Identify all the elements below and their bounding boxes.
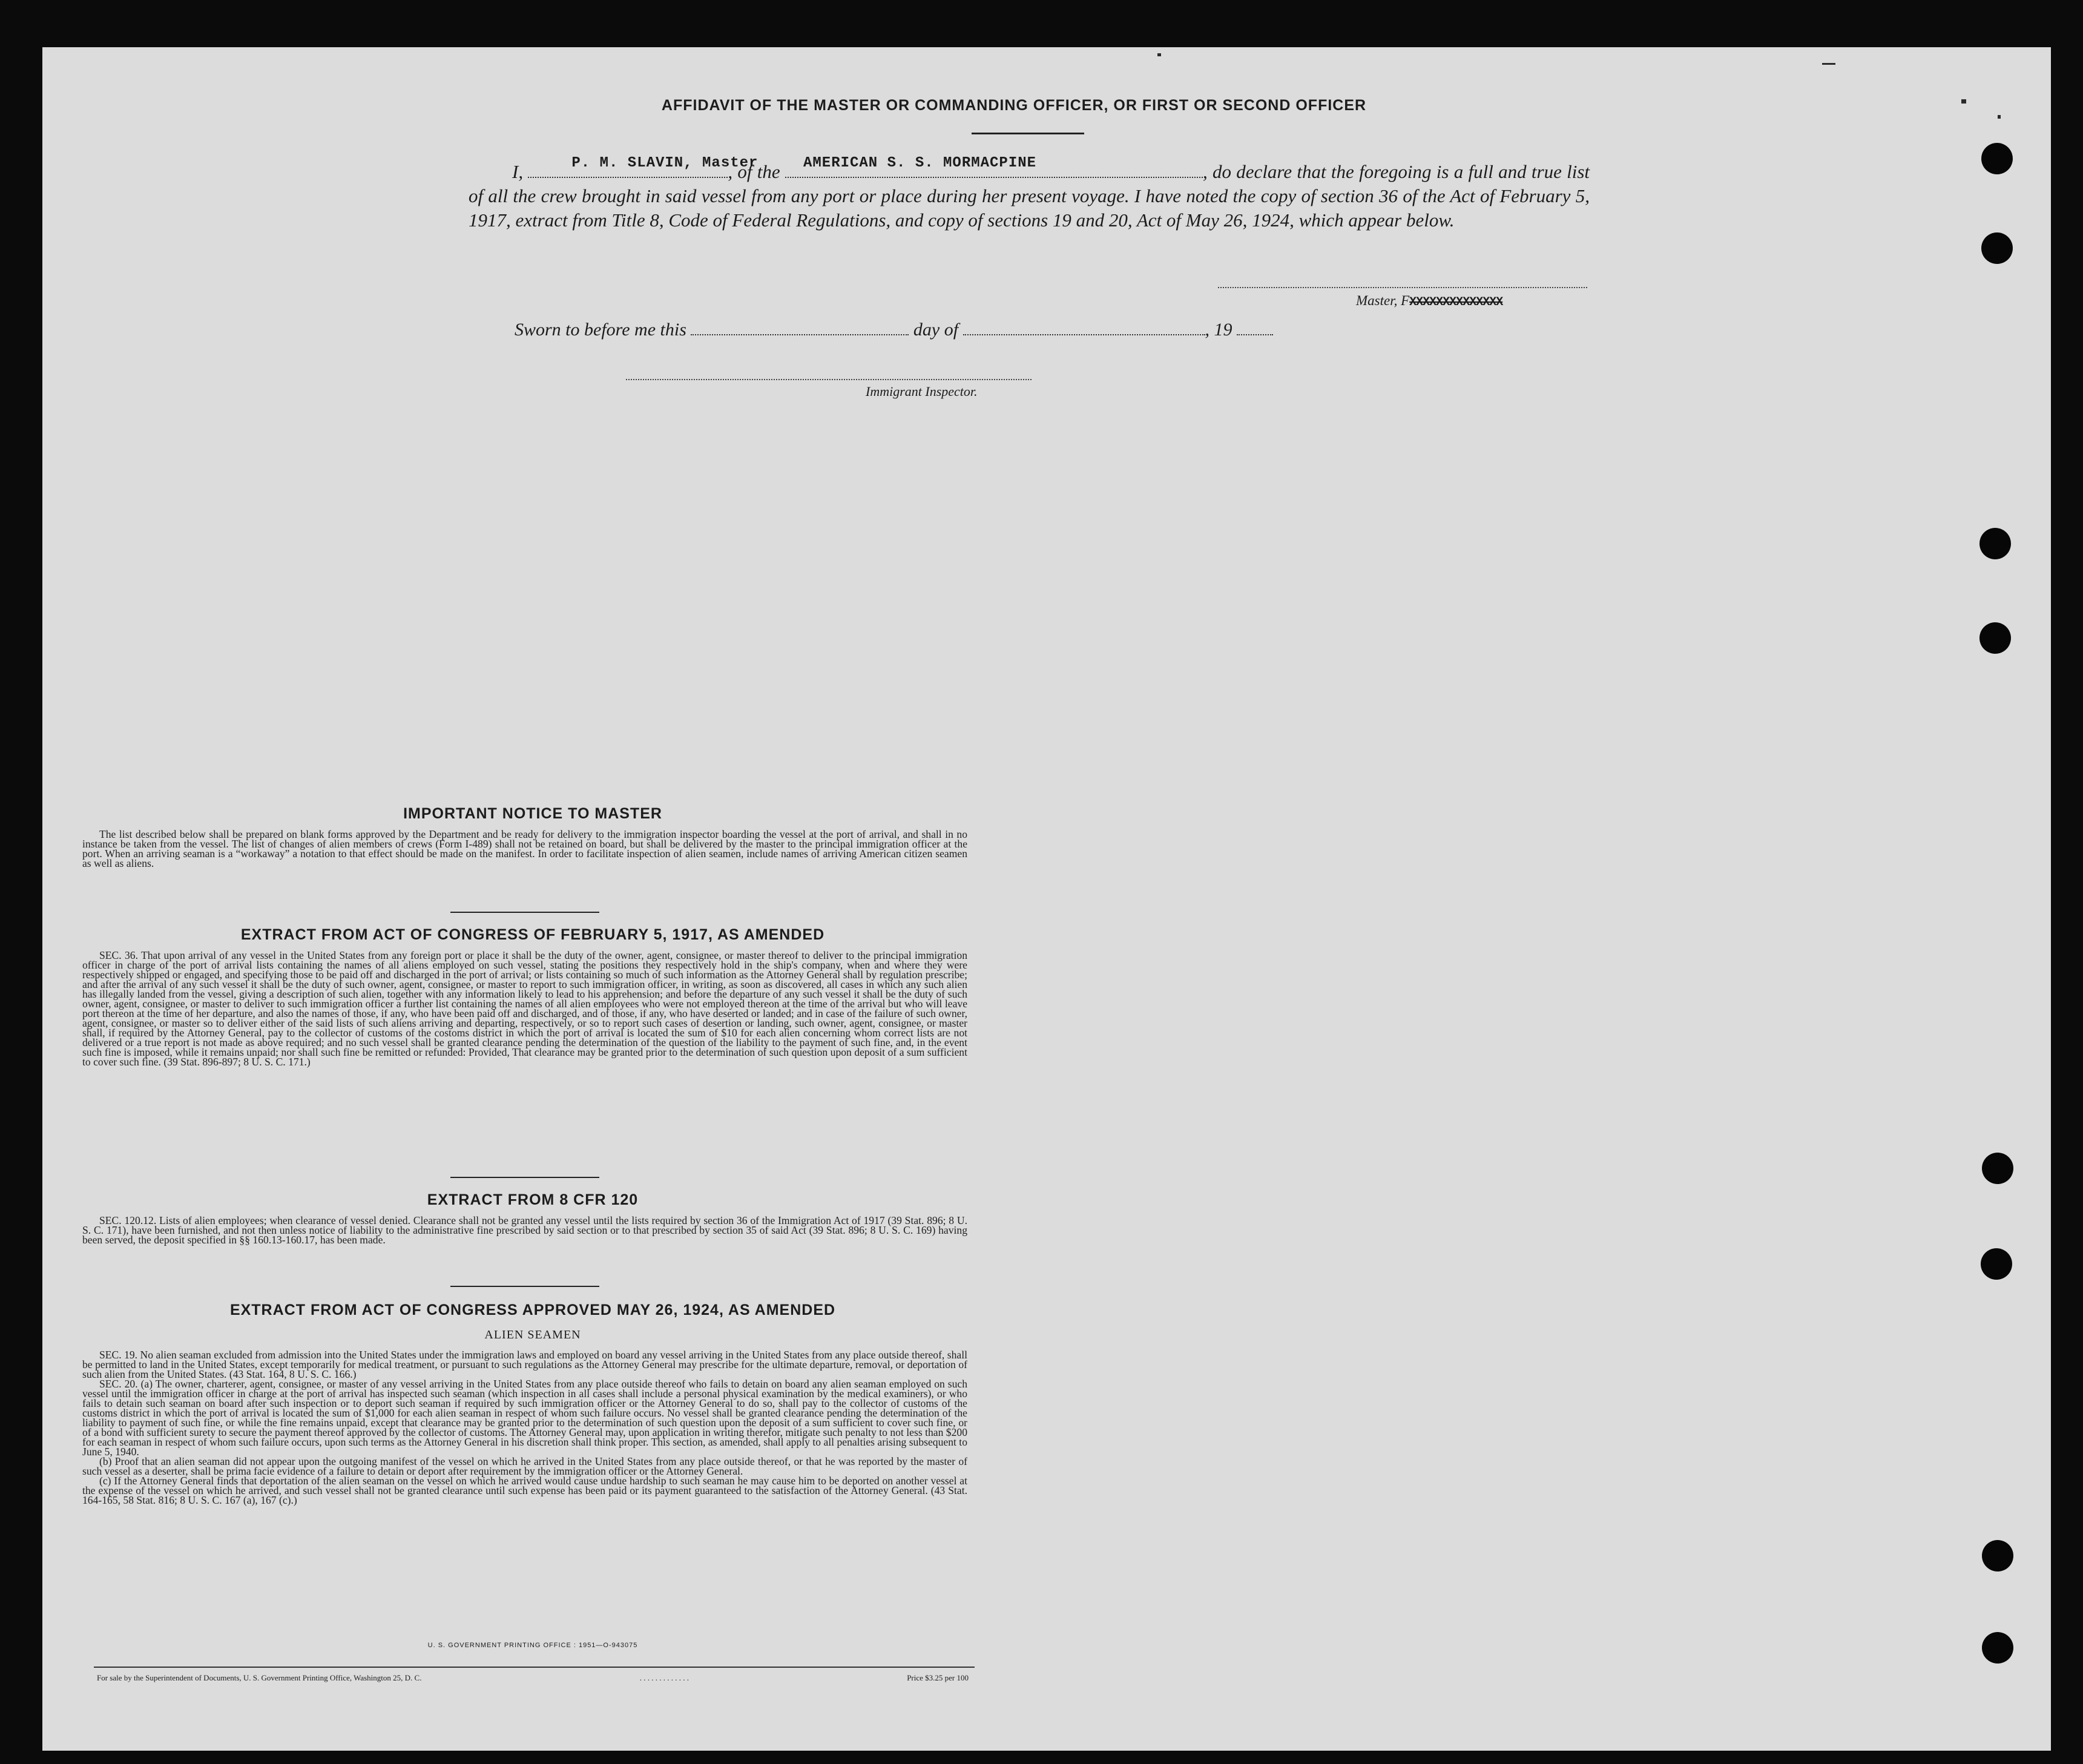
notice-title: IMPORTANT NOTICE TO MASTER bbox=[403, 805, 662, 822]
scan-speck bbox=[1998, 115, 2001, 119]
printing-office-line: U. S. GOVERNMENT PRINTING OFFICE : 1951—O-943075 bbox=[427, 1642, 638, 1649]
inspector-signature-line[interactable] bbox=[626, 379, 1032, 380]
extract-1924-title: EXTRACT FROM ACT OF CONGRESS APPROVED MAY 26, 1924, AS AMENDED bbox=[229, 1302, 836, 1318]
extract-1924-sec20b: (b) Proof that an alien seaman did not appear upon the outgoing manifest of the vessel on which he arrived in the United States from any place outside thereof, or that he was reported by the master of such vessel as a deserter, shall be prima facie evidence of a failure to detain or deport after requirement by the immigration officer or the Attorney General. bbox=[82, 1455, 967, 1477]
extract-1917-text: SEC. 36. That upon arrival of any vessel in the United States from any foreign port or place it shall be the duty of the owner, agent, consignee, or master thereof to deliver to the principal immigration officer in charge of the port of arrival lists containing the names of all aliens employed on such vessel, stating the positions they respectively hold in the ship's company, when and where they were respectively shipped or engaged, and specifying those to be paid off and discharged in the port of arrival; or lists containing so much of such information as the Attorney General shall by regulation prescribe; and after the arrival of any such vessel it shall be the duty of such owner, agent, consignee, or master to report to such immigration officer, in writing, as soon as discovered, all cases in which any such alien has illegally landed from the vessel, giving a description of such alien, together with any information likely to lead to his apprehension; and before the departure of any such vessel it shall be the duty of such owner, agent, consignee, or master to deliver to such immigration officer a further list containing the names of all alien employees who were not employed thereon at the time of the arrival but who will leave port thereon at the time of her departure, and also the names of those, if any, who have been paid off and discharged, and of those, if any, who have deserted or landed; and in case of the failure of such owner, agent, consignee, or master so to deliver either of the said lists of such aliens arriving and departing, respectively, or so to report such cases of desertion or landing, such owner, agent, consignee, or master shall, if required by the Attorney General, pay to the collector of customs of the costoms district in which the port of arrival is located the sum of $10 for each alien concerning whom correct lists are not delivered or a true report is not made as above required; and no such vessel shall be granted clearance pending the determination of the question of the liability to the payment of such fine, and, in the event such fine is imposed, while it remains unpaid; nor shall such fine be remitted or refunded: Provided, That clearance may be granted prior to the determination of such question upon deposit of a sum sufficient to cover such fine. (39 Stat. 896-897; 8 U. S. C. 171.) bbox=[82, 949, 967, 1068]
scan-speck bbox=[1157, 53, 1161, 56]
footer bbox=[97, 1673, 969, 1683]
section-rule bbox=[450, 1177, 599, 1178]
struck-text: XXXXXXXXXXXXXX bbox=[1409, 295, 1503, 309]
name-filled-value: P. M. SLAVIN, Master bbox=[571, 155, 759, 171]
extract-cfr-title: EXTRACT FROM 8 CFR 120 bbox=[427, 1191, 639, 1208]
binder-hole bbox=[1982, 1540, 2013, 1571]
declaration-text: that the foregoing is a full and true list of all the crew brought in said vessel from any port or place during her present voyage. I have noted the copy of section 36 of the Act of February 5, 1917, extract from Title 8, Code of Federal Regulations, and copy of sections 19 and 20, Act of May 26, 1924, which appear below. bbox=[469, 161, 1590, 231]
name-field[interactable] bbox=[528, 155, 759, 178]
notice-text: The list described below shall be prepared on blank forms approved by the Department and be ready for delivery to the immigration inspector boarding the vessel at the port of arrival, and shall in no instance be taken from the vessel. The list of changes of alien members of crews (Form I-489) shall not be retained on board, but shall be delivered by the master to the principal immigration officer at the port. When an arriving seaman is a “workaway” a notation to that effect should be made on the manifest. In order to facilitate inspection of alien seamen, include names of arriving American citizen seamen as well as aliens. bbox=[82, 828, 967, 869]
extract-cfr-text: SEC. 120.12. Lists of alien employees; when clearance of vessel denied. Clearance shall not be granted any vessel until the lists required by section 36 of the Immigration Act of 1917 (39 Stat. 896; 8 U. S. C. 171), have been furnished, and not then unless notice of liability to the administrative fine prescribed by said section or to that prescribed by section 35 of said Act (39 Stat. 896; 8 U. S. C. 169) having been served, the deposit specified in §§ 160.13-160.17, has been made. bbox=[82, 1214, 967, 1246]
extract-1917-title: EXTRACT FROM ACT OF CONGRESS OF FEBRUARY 5, 1917, AS AMENDED bbox=[240, 926, 825, 943]
of-the-text: , of the bbox=[728, 161, 780, 182]
extract-1924-sec19: SEC. 19. No alien seaman excluded from admission into the United States under the immigration laws and employed on board any vessel arriving in the United States from any place outside thereof, shall be permitted to land in the United States, except temporarily for medical treatment, or pursuant to such regulations as the Attorney General may prescribe for the ultimate departure, removal, or deportation of such alien from the United States. (43 Stat. 164, 8 U. S. C. 166.) bbox=[82, 1349, 967, 1380]
master-label-text: Master, F bbox=[1356, 293, 1410, 308]
alien-seamen-subtitle: ALIEN SEAMEN bbox=[484, 1328, 581, 1341]
sworn-year-field[interactable] bbox=[1237, 318, 1273, 335]
section-rule bbox=[450, 1286, 599, 1287]
vessel-field[interactable] bbox=[785, 155, 1203, 178]
affidavit-declaration bbox=[469, 155, 1590, 232]
title-rule bbox=[972, 133, 1084, 134]
do-declare-text: , do declare bbox=[1202, 161, 1292, 182]
sworn-year-label: , 19 bbox=[1205, 320, 1232, 340]
extract-cfr-body bbox=[82, 1216, 967, 1245]
scan-speck bbox=[1822, 63, 1835, 65]
sworn-prefix: Sworn to before me this bbox=[515, 320, 686, 340]
notice-body bbox=[82, 829, 967, 868]
binder-hole bbox=[1979, 622, 2011, 654]
binder-hole bbox=[1981, 232, 2013, 264]
binder-hole bbox=[1982, 1632, 2013, 1664]
master-signature-line[interactable] bbox=[1218, 287, 1587, 288]
inspector-label: Immigrant Inspector. bbox=[866, 384, 978, 399]
scan-speck bbox=[1961, 99, 1966, 104]
master-label bbox=[1356, 293, 1587, 309]
extract-1917-body bbox=[82, 950, 967, 1067]
footer-dots: . . . . . . . . . . . . . bbox=[639, 1673, 689, 1682]
footer-rule bbox=[94, 1667, 975, 1668]
footer-price: Price $3.25 per 100 bbox=[907, 1673, 969, 1682]
section-rule bbox=[450, 912, 599, 913]
vessel-filled-value: AMERICAN S. S. MORMACPINE bbox=[803, 155, 1037, 171]
sworn-line bbox=[515, 318, 1362, 340]
footer-sale-note: For sale by the Superintendent of Documents, U. S. Government Printing Office, Washington 25, D. C. bbox=[97, 1673, 422, 1682]
sworn-day-field[interactable] bbox=[691, 318, 909, 335]
extract-1924-sec20c: (c) If the Attorney General finds that deportation of the alien seaman on the vessel on which he arrived would cause undue hardship to such seaman he may cause him to be deported on another vessel at the expense of the vessel on which he arrived, and such vessel shall not be granted clearance until such expense has been paid or its payment guaranteed to the satisfaction of the Attorney General. (43 Stat. 164-165, 58 Stat. 816; 8 U. S. C. 167 (a), 167 (c).) bbox=[82, 1475, 967, 1506]
binder-hole bbox=[1979, 528, 2011, 559]
binder-hole bbox=[1982, 1153, 2013, 1184]
binder-hole bbox=[1981, 143, 2013, 174]
declaration-i: I, bbox=[512, 161, 524, 182]
affidavit-title: AFFIDAVIT OF THE MASTER OR COMMANDING OFFICER, OR FIRST OR SECOND OFFICER bbox=[661, 97, 1367, 114]
binder-hole bbox=[1981, 1248, 2012, 1280]
sworn-day-label: day of bbox=[913, 320, 959, 340]
extract-1924-body bbox=[82, 1350, 967, 1505]
extract-1924-sec20a: SEC. 20. (a) The owner, charterer, agent, consignee, or master of any vessel arriving in the United States from any place outside thereof who fails to detain on board any alien seaman employed on such vessel until the immigration officer in charge at the port of arrival has inspected such seaman (which inspection in all cases shall include a personal physical examination by the medical examiners), or who fails to detain such seaman on board after such inspection or to deport such seaman if required by such immigration officer or the Attorney General to do so, shall pay to the collector of customs of the customs district in which the port of arrival is located the sum of $1,000 for each alien seaman in respect of whom such failure occurs. No vessel shall be granted clearance pending the determination of the liability to payment of such fine, or while the fine remains unpaid, except that clearance may be granted prior to the determination of such question upon the deposit of a sum sufficient to cover such fine, or of a bond with sufficient surety to secure the payment thereof approved by the collector of customs. The Attorney General may, upon application in writing therefor, mitigate such penalty to not less than $200 for each seaman in respect of whom such failure occurs, upon such terms as the Attorney General in his discretion shall think proper. This section, as amended, shall apply to all penalties arising subsequent to June 5, 1940. bbox=[82, 1378, 967, 1458]
sworn-month-field[interactable] bbox=[963, 318, 1205, 335]
